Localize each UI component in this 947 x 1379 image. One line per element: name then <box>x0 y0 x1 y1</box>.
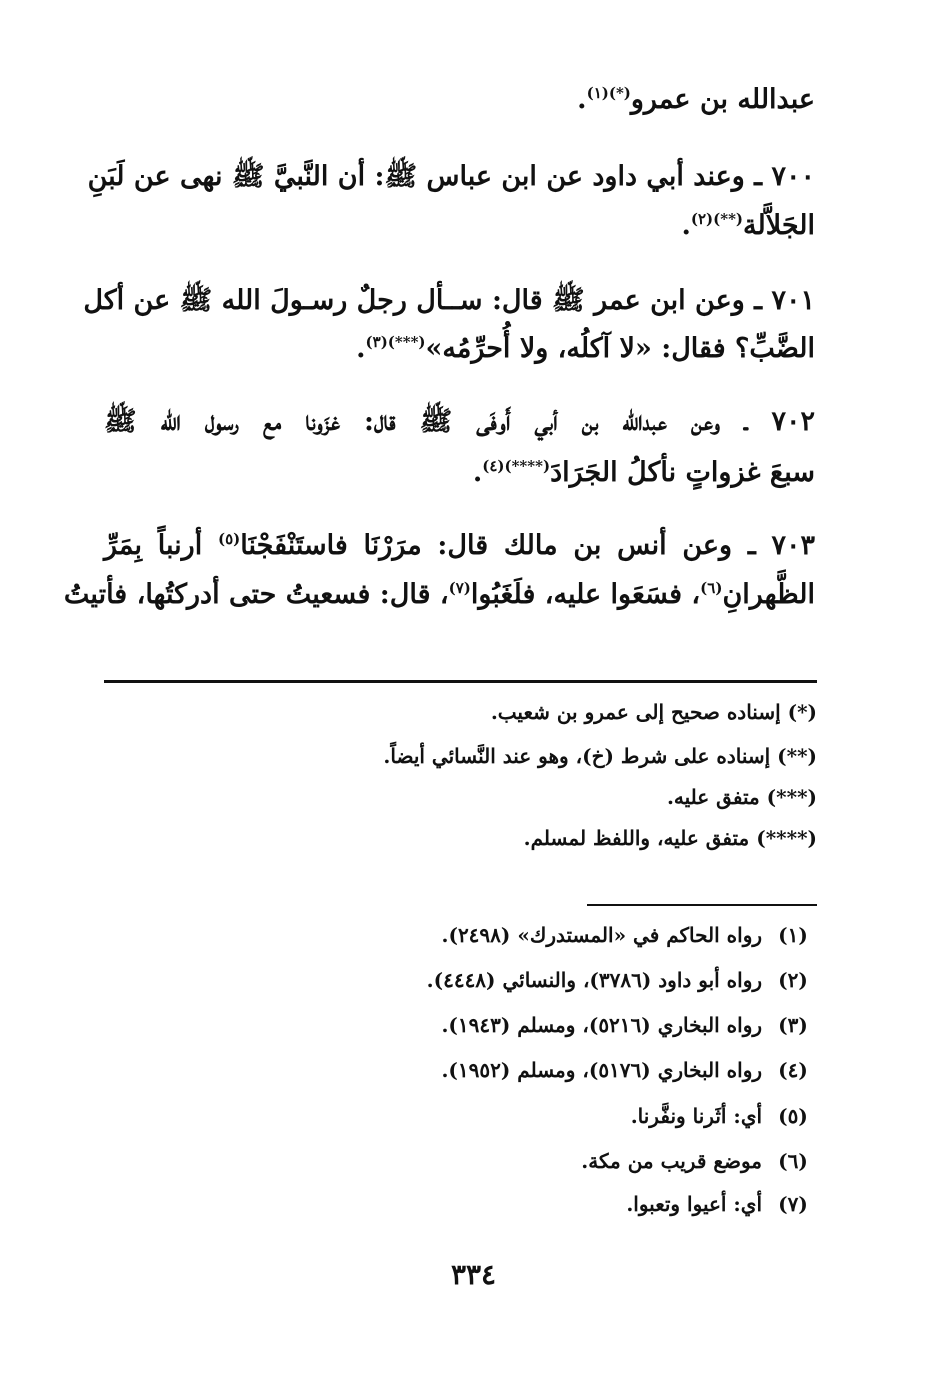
hadith-702-line1: ٧٠٢ ـ وعن عبدالله بن أبي أَوفَى ﷺ قال: غزَونا مع رسول الله ﷺ <box>104 406 815 437</box>
hadith-701-line2: الضَّبِّ؟ فقال: «لا آكلُه، ولا أُحرِّمُه»$^{(***)(٣)}$. <box>356 333 815 364</box>
footnote: (٥) أي: أثَرنا ونفَّرنا. <box>630 1104 808 1128</box>
hadith-703-line2: الظَّهرانِ$^{(٦)}$، فسَعَوا عليه، فلَغَبُوا$^{(٧)}$، قال: فسعيتُ حتى أدركتُها، فأتيتُ <box>63 579 815 610</box>
footnote: (٤) رواه البخاري (٥١٧٦)، ومسلم (١٩٥٢). <box>441 1058 808 1082</box>
text-line: عبدالله بن عمرو$^{(*)(١)}$. <box>577 84 815 115</box>
takhrij-note: (**) إسناده على شرط (خ)، وهو عند النَّسائي أيضاً. <box>383 744 817 768</box>
takhrij-note: (****) متفق عليه، واللفظ لمسلم. <box>523 826 817 850</box>
hadith-701-line1: ٧٠١ ـ وعن ابن عمر ﷺ قال: ســأل رجلٌ رسـولَ الله ﷺ عن أكل <box>83 285 815 316</box>
page-number: ٣٣٤ <box>450 1258 497 1291</box>
hadith-702-line2: سبعَ غزواتٍ نأكلُ الجَرَادَ$^{(****)(٤)}$. <box>472 457 815 488</box>
hadith-703-line1: ٧٠٣ ـ وعن أنس بن مالك قال: مرَرْنَا فاستَنْفَجْنَا$^{(٥)}$ أرنباً بِمَرِّ <box>104 530 816 561</box>
hadith-700-line1: ٧٠٠ ـ وعند أبي داود عن ابن عباس ﷺ: أن النَّبيَّ ﷺ نهى عن لَبَنِ <box>87 161 815 192</box>
footnote: (٣) رواه البخاري (٥٢١٦)، ومسلم (١٩٤٣). <box>441 1013 808 1037</box>
footnote: (٦) موضع قريب من مكة. <box>581 1149 808 1173</box>
footnote-divider-short <box>587 904 817 906</box>
footnote: (١) رواه الحاكم في «المستدرك» (٢٤٩٨). <box>441 923 808 947</box>
footnote: (٧) أي: أعيوا وتعبوا. <box>626 1192 808 1216</box>
takhrij-note: (***) متفق عليه. <box>666 785 817 809</box>
footnote-divider <box>104 680 817 683</box>
footnote: (٢) رواه أبو داود (٣٧٨٦)، والنسائي (٤٤٤٨). <box>426 968 808 992</box>
hadith-700-line2: الجَلاَّلة$^{(**)(٢)}$. <box>681 210 815 241</box>
takhrij-note: (*) إسناده صحيح إلى عمرو بن شعيب. <box>490 700 817 724</box>
